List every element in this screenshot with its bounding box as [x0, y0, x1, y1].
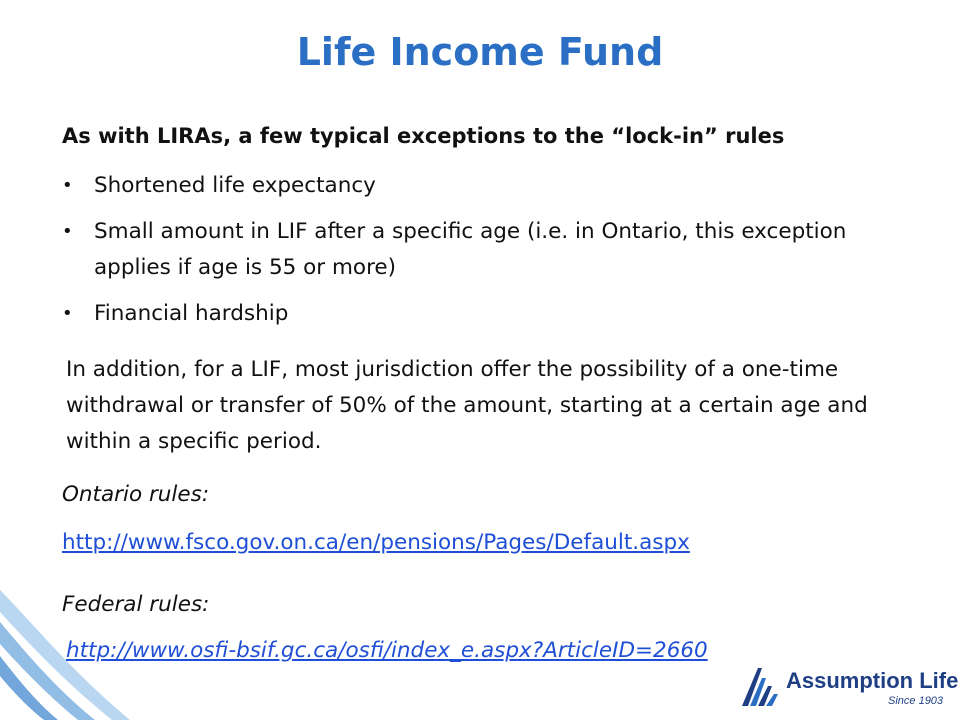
bullet-text: Financial hardship [94, 301, 289, 326]
bullet-icon: • [62, 221, 73, 242]
logo-since: Since 1903 [888, 695, 944, 707]
bullet-icon: • [62, 303, 73, 324]
bullet-item [62, 168, 912, 204]
bullet-item [62, 214, 912, 286]
logo-brand-name: Assumption Life [786, 668, 959, 693]
logo-mark-icon [738, 664, 782, 708]
assumption-life-logo [738, 664, 959, 710]
bullet-list [62, 168, 912, 342]
bullet-text: Shortened life expectancy [94, 173, 376, 198]
federal-rules-link[interactable]: http://www.osfi-bsif.gc.ca/osfi/index_e.aspx?ArticleID=2660 [66, 638, 708, 663]
slide-title: Life Income Fund [296, 30, 664, 74]
ontario-rules-link[interactable]: http://www.fsco.gov.on.ca/en/pensions/Pages/Default.aspx [62, 530, 690, 555]
bullet-icon: • [62, 175, 73, 196]
federal-rules-label: Federal rules: [62, 592, 210, 617]
additional-info-paragraph: In addition, for a LIF, most jurisdiction offer the possibility of a one-time withdrawal or transfer of 50% of the amount, starting at a certain age and within a specific period. [66, 357, 868, 454]
ontario-rules-label: Ontario rules: [62, 482, 210, 507]
bullet-item [62, 296, 912, 332]
bullet-text: Small amount in LIF after a specific age (i.e. in Ontario, this exception applies if age is 55 or more) [94, 219, 847, 280]
subheading: As with LIRAs, a few typical exceptions to the “lock-in” rules [62, 124, 785, 148]
